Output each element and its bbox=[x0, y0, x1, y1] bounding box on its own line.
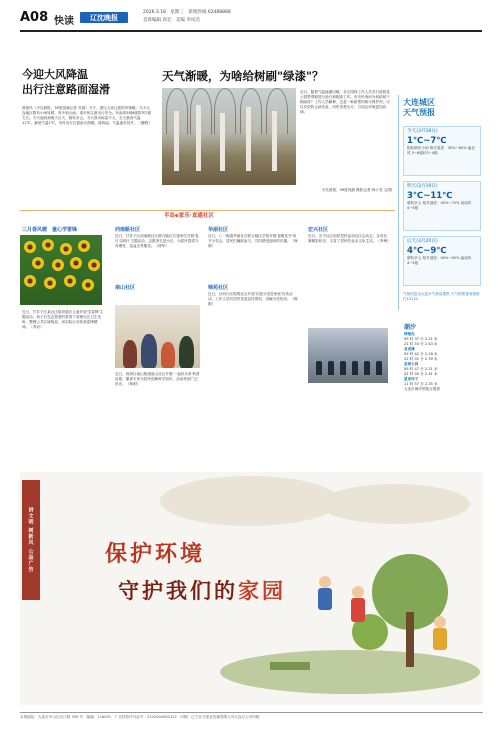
tide-line: 21 时 53 分 2.43 米 bbox=[404, 342, 438, 347]
column-head: 锦苑社区 bbox=[208, 285, 229, 291]
column-body: 近日，宏兴社区组织居民参加社区运动会，各项比赛精彩纷呈，丰富了居民的业余文化生活。（李梅） bbox=[308, 234, 391, 244]
column-body: 近日，沙河口区锦苑社区开展'垃圾分类进家庭'宣传活动，工作人员向居民发放宣传资料，讲解分类知识。（陈刚） bbox=[208, 292, 298, 307]
tide-list bbox=[404, 332, 482, 392]
poster-side-label: 讲文明 树新风 公益广告 bbox=[22, 480, 40, 600]
weather-day-today bbox=[403, 126, 481, 176]
poster-slogan-line2a: 守护我们的 bbox=[118, 578, 238, 603]
feature-credit: 半岛晨报、39度视频 摄影记者 林小龙 文/图 bbox=[321, 188, 392, 192]
weather-temp: 3℃~11℃ bbox=[407, 191, 453, 202]
tide-line: 09 时 42 分 2.18 米 bbox=[404, 352, 438, 357]
tide-line: 09 时 47 分 2.21 米 bbox=[404, 367, 438, 372]
feature-title: 天气渐暖，为啥给树刷"绿漆"？ bbox=[162, 69, 324, 83]
lead-title-line2: 出行注意路面湿滑 bbox=[22, 82, 110, 96]
tide-line: 星海公园 bbox=[404, 362, 419, 367]
weather-title-line2: 天气预报 bbox=[403, 108, 435, 118]
poster-slogan-line2 bbox=[118, 575, 286, 605]
weather-day-after bbox=[403, 236, 481, 286]
page-footer: 本报地址：大连市中山区长江路 399 号 邮编：116001 广告经营许可证号：2102004000122 印刷：辽宁北方报业传媒有限公司大连分公司印刷 bbox=[20, 712, 483, 720]
column-body: 近日，甘井子区某社区组织辖区儿童开展'学雷锋'主题活动，孩子们在志愿者的带领下清理社区卫生死角，整理公共区域物品，用实际行动传承雷锋精神。（李岩） bbox=[22, 310, 104, 330]
weather-note: 气象信息由大连市气象局提供 天气预报查询请拨打12121 bbox=[403, 292, 480, 302]
feature-body: 近日，随着气温逐渐回暖，各区园林工作人员对行道树及公园景观树进行涂白和刷漆工作。有市民询问为何给树干刷绿漆？工作人员解释，这是一种新型的树木保护剂，可以有效防止病虫害，同时美观大方，与周边环境更加协调。 bbox=[300, 90, 390, 115]
column-body: 近日，八一街道华丽社区联合辖区学校开展'春暖花开'读书分享会，居民们踊跃参与，共同感受阅读的乐趣。（杨婧） bbox=[208, 234, 298, 249]
column-body: 近日，西岗区南山街道南山社区开展'一起向未来'科普讲座，邀请专家为居民讲解科学知识，活动受到广泛好评。（杨明） bbox=[115, 372, 200, 387]
column-head: 华丽社区 bbox=[208, 227, 229, 233]
weather-title bbox=[403, 98, 435, 119]
lead-article bbox=[22, 68, 152, 126]
newspaper-logo: 辽沈晚报 bbox=[80, 12, 128, 23]
tide-line: 夏家河子 bbox=[404, 377, 419, 382]
weather-desc: 晴转多云 相对湿度：40%~70% 西南风 4~5级 bbox=[407, 201, 472, 211]
tide-line: 大连市海洋预报台提供 bbox=[404, 387, 440, 392]
weather-date: 明天(3月19日) bbox=[407, 184, 438, 189]
column-body: 近日，甘井子区西南路社区联合辖区共建单位开展'春日文明行'主题活动，志愿者走进小区，为居民提供义务理发、量血压等服务。（徐华） bbox=[115, 234, 199, 249]
weather-title-line1: 大连城区 bbox=[403, 98, 435, 107]
weather-date: 后天(3月20日) bbox=[407, 239, 438, 244]
header-rule bbox=[20, 30, 482, 32]
column-head: 西南路社区 bbox=[115, 227, 141, 233]
community-band-title: 半岛e家乐·直通社区 bbox=[160, 211, 218, 219]
weather-temp: 1℃~7℃ bbox=[407, 136, 447, 147]
trees-photo bbox=[162, 88, 296, 185]
weather-temp: 4℃~9℃ bbox=[407, 246, 447, 257]
section-name: 快读 bbox=[54, 16, 74, 27]
lead-title-line1: 今迎大风降温 bbox=[22, 68, 88, 81]
poster-slogan-line1: 保护环境 bbox=[105, 541, 206, 567]
tide-line: 老虎滩 bbox=[404, 347, 415, 352]
tide-line: 09 时 37 分 2.21 米 bbox=[404, 337, 438, 342]
tide-line: 棒棰岛 bbox=[404, 332, 415, 336]
sunflower-photo bbox=[20, 235, 102, 305]
weather-desc: 阴转晴有小雨 相对湿度：30%~80% 偏北风 5~6级转3~4级 bbox=[407, 146, 475, 156]
weather-date: 今天(3月18日) bbox=[407, 129, 438, 134]
issue-date-line: 2026.3.18 星期三 新闻热线 62488888 bbox=[143, 10, 231, 15]
column-head: 南山社区 bbox=[115, 285, 136, 291]
poster-slogan-line2b: 家园 bbox=[238, 578, 286, 603]
weather-desc: 晴转多云 相对湿度：40%~65% 偏南风 4~5级 bbox=[407, 256, 472, 266]
column-head: 宏兴社区 bbox=[308, 227, 329, 233]
lead-body: 晨报讯（半岛晨报、39度视频记者 苏禹）今天，建议大家注意防风保暖。今天大连地区阴有小雨转晴，有中到大雨，请市民注意出行安全。东南风5到6级阵风7级左右。今天夜间到明天白天，阴转多云。今天我市雨量不大，全天最高气温11℃，最低气温1℃，市民出行注意添衣保暖。周四起，气温逐步回升。（鹏程） bbox=[22, 105, 152, 125]
tide-title: 潮汐 bbox=[404, 324, 417, 331]
tide-line: 22 时 01 分 2.39 米 bbox=[404, 357, 438, 362]
weather-day-tomorrow bbox=[403, 181, 481, 231]
editor-line: 首席编辑 高宏 美编 李凤浩 bbox=[143, 18, 200, 23]
children-photo bbox=[115, 305, 200, 368]
classroom-photo bbox=[308, 328, 388, 383]
tide-line: 22 时 05 分 2.41 米 bbox=[404, 372, 438, 377]
tide-line: 11 时 57 分 2.35 米 bbox=[404, 382, 438, 387]
column-head: 三月春风暖 童心学雷锋 bbox=[22, 227, 78, 233]
page-number: A08 bbox=[20, 10, 49, 25]
